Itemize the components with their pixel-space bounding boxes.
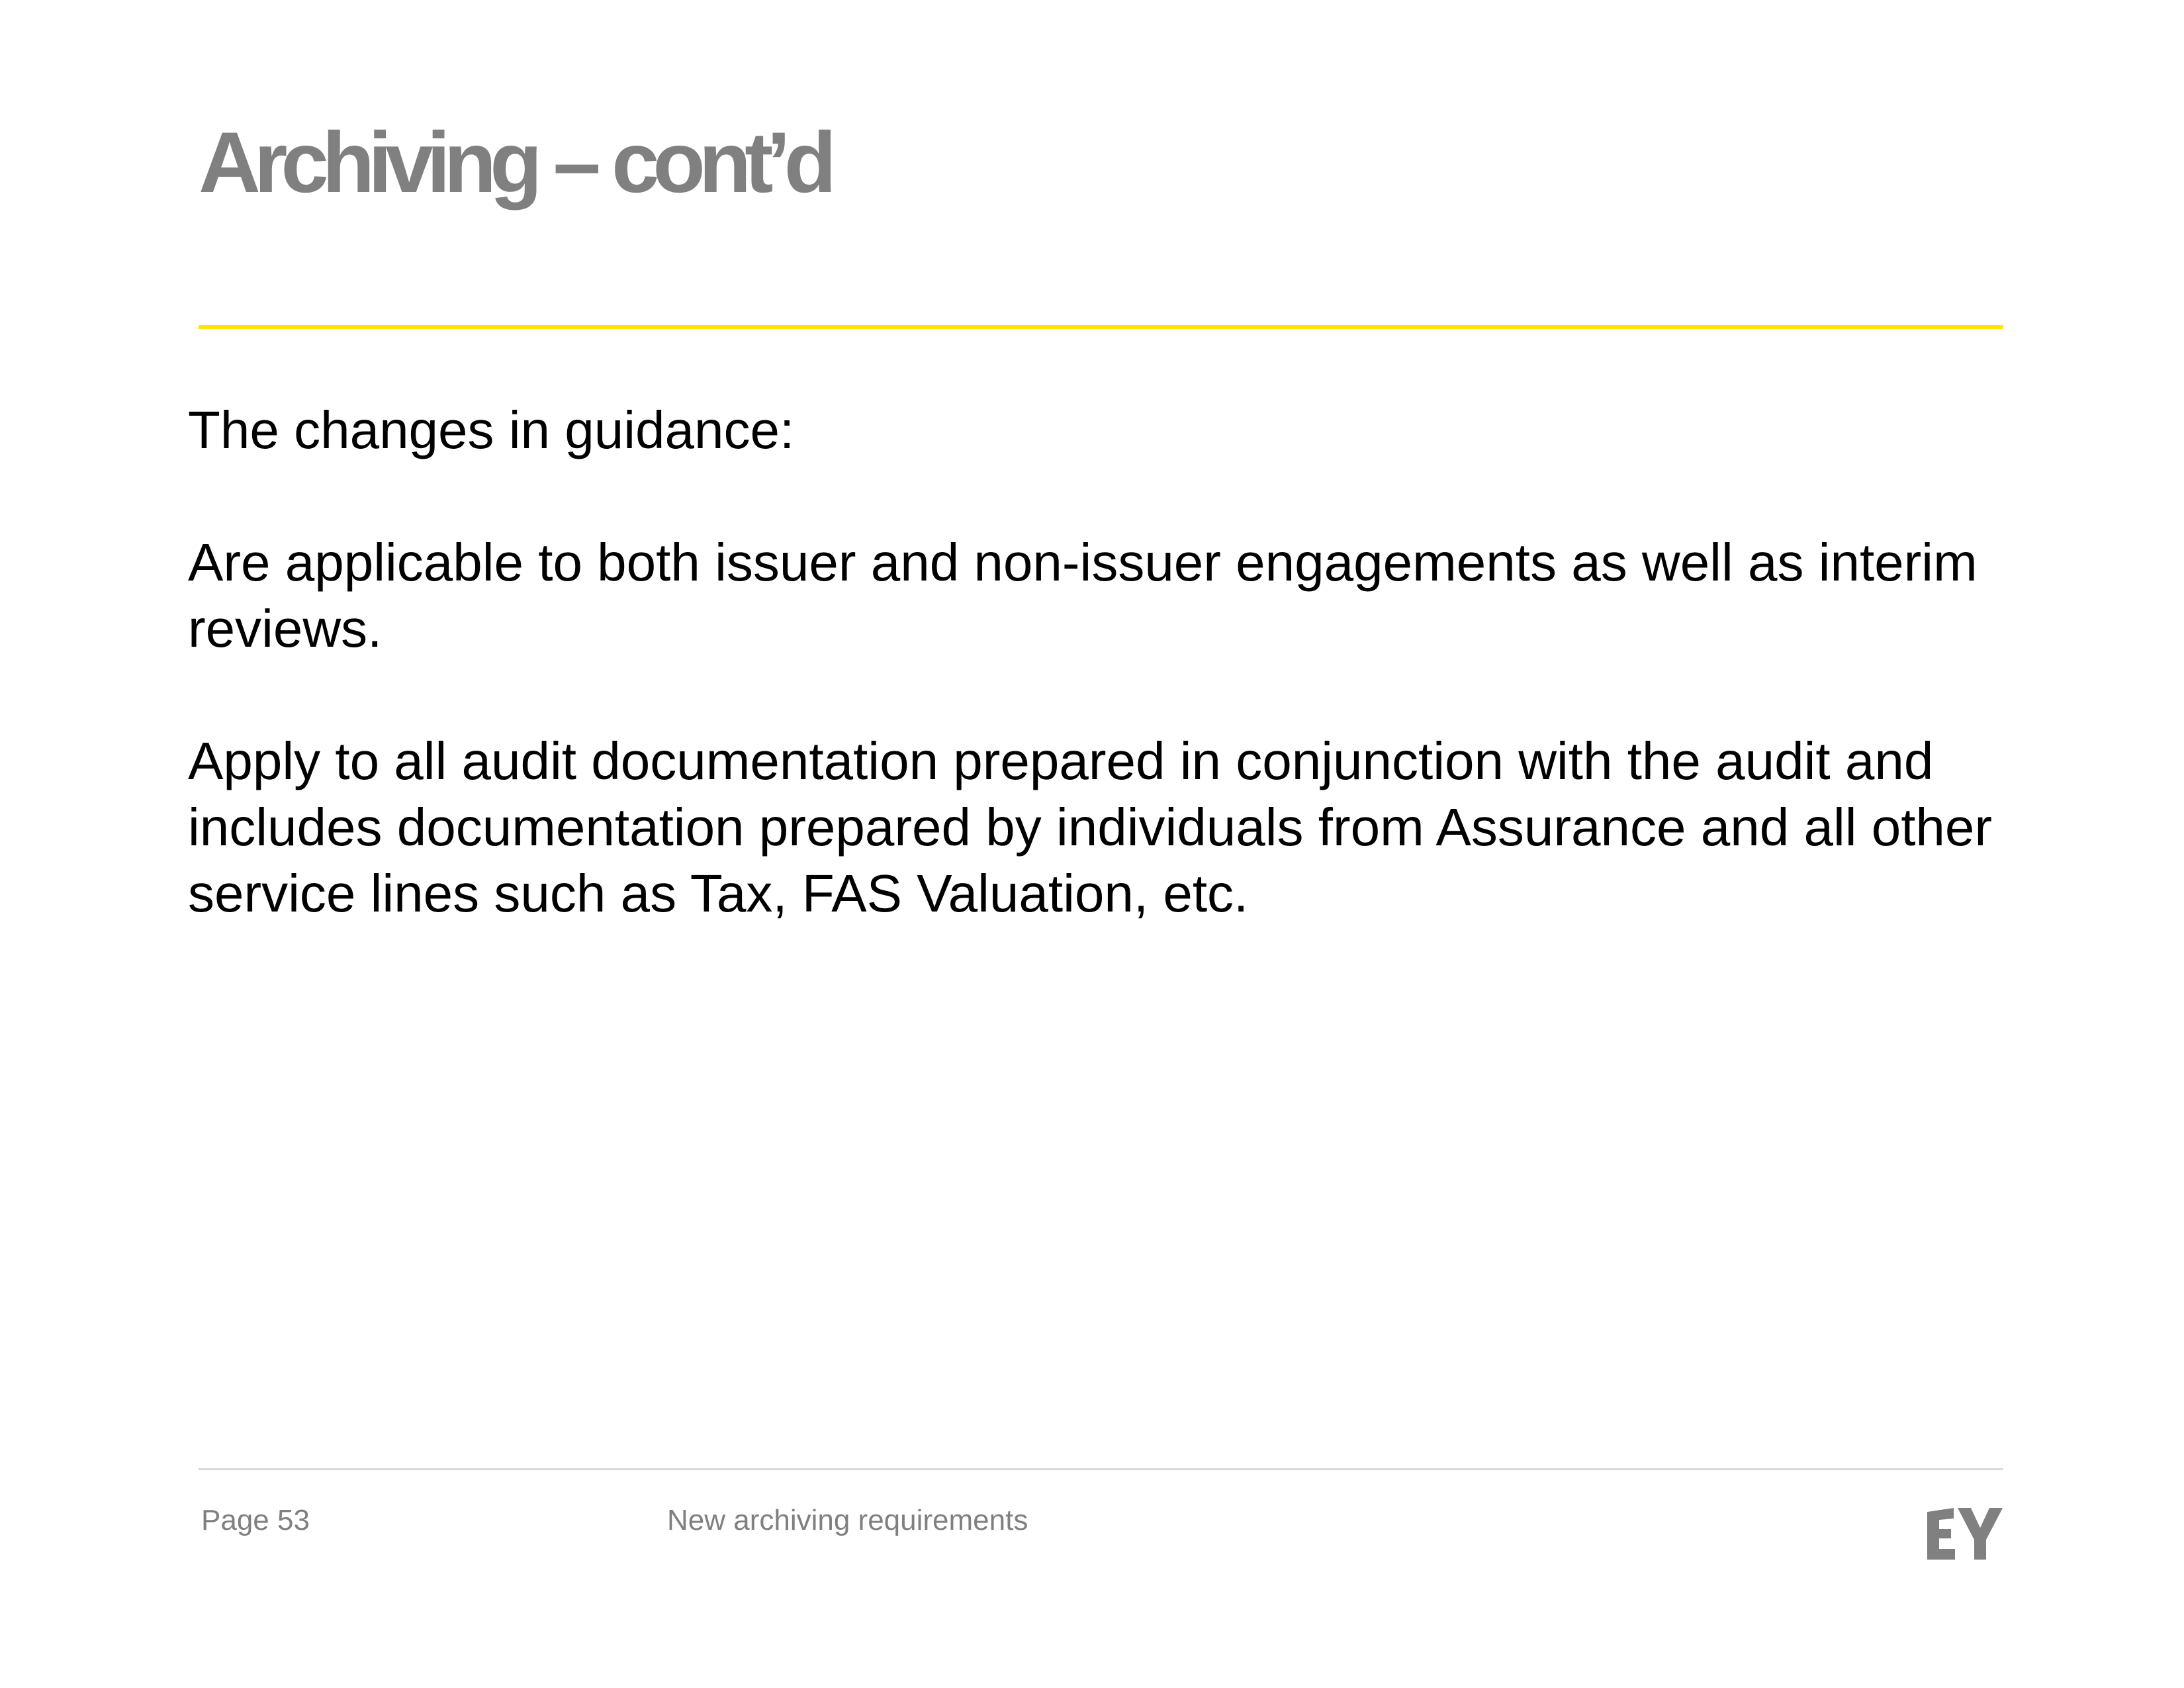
slide-title: Archiving – cont’d <box>199 114 831 211</box>
body-paragraph-applicability: Are applicable to both issuer and non-issuer engagements as well as interim reviews. <box>188 533 1978 658</box>
body-paragraph-scope: Apply to all audit documentation prepared in conjunction with the audit and includes documentation prepared by individuals from Assurance and all other service lines such as Tax, FAS Valuation, etc. <box>188 731 1993 923</box>
footer-topic: New archiving requirements <box>667 1504 1028 1536</box>
title-accent-rule <box>199 325 2003 329</box>
body-paragraph-intro: The changes in guidance: <box>188 400 795 459</box>
footer-page-number: Page 53 <box>201 1504 310 1536</box>
slide-body <box>188 397 2041 993</box>
footer-divider <box>199 1468 2003 1470</box>
ey-logo-icon <box>1927 1508 2004 1561</box>
